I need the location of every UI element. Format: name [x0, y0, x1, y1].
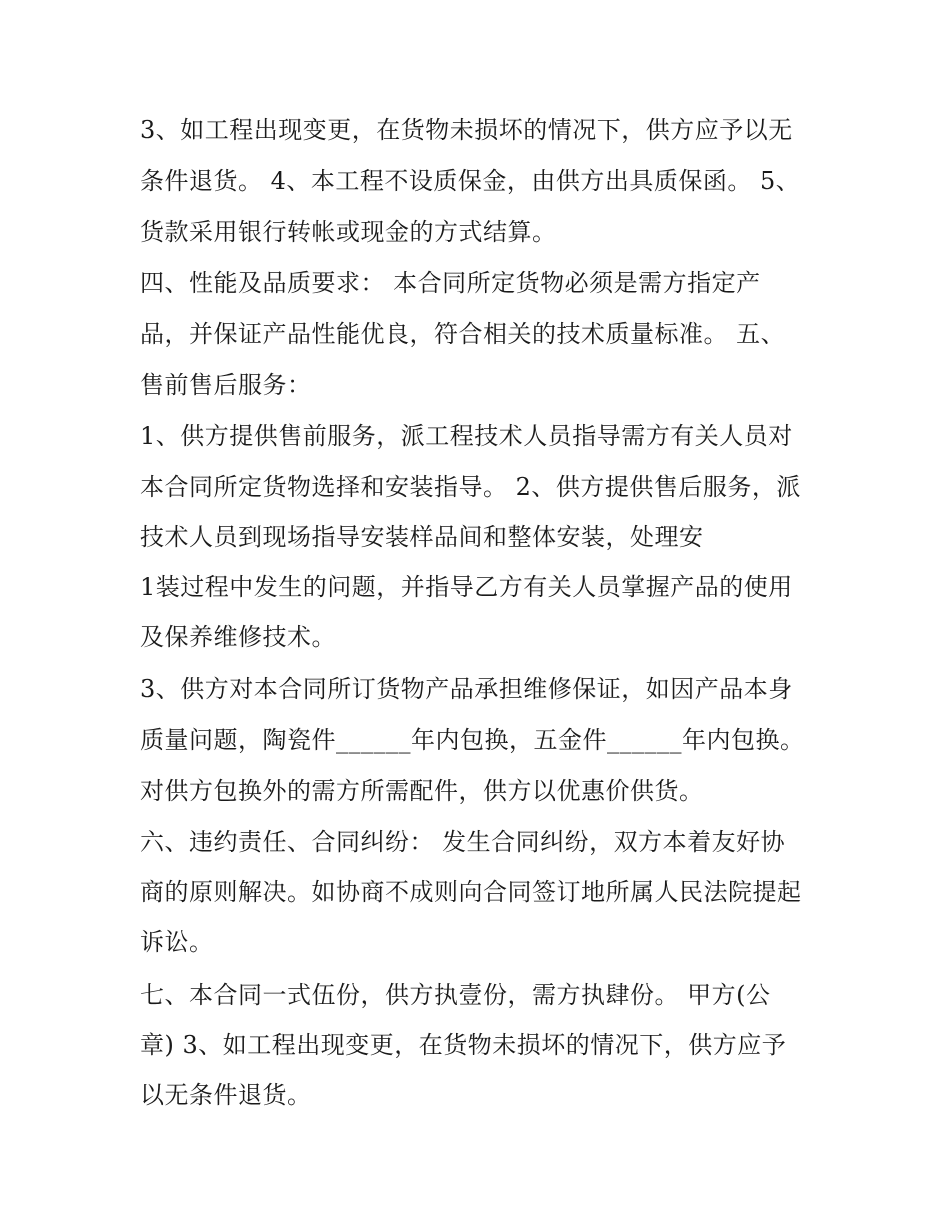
text-line-16: 商的原则解决。如协商不成则向合同签订地所属人民法院提起 [140, 878, 802, 906]
text-line-12: 3、供方对本合同所订货物产品承担维修保证，如因产品本身 [140, 675, 793, 703]
text-line-4: 四、性能及品质要求： 本合同所定货物必须是需方指定产 [140, 269, 761, 297]
text-line-3: 货款采用银行转帐或现金的方式结算。 [140, 218, 557, 246]
text-line-15: 六、违约责任、合同纠纷： 发生合同纠纷，双方本着友好协 [140, 828, 786, 856]
text-line-2: 条件退货。 4、本工程不设质保金，由供方出具质保函。 5、 [140, 167, 801, 195]
text-line-5: 品，并保证产品性能优良，符合相关的技术质量标准。 五、 [140, 320, 786, 348]
text-line-13: 质量问题，陶瓷件______年内包换，五金件______年内包换。 [140, 726, 805, 754]
text-line-1: 3、如工程出现变更，在货物未损坏的情况下，供方应予以无 [140, 116, 793, 144]
text-line-14: 对供方包换外的需方所需配件，供方以优惠价供货。 [140, 777, 704, 805]
text-line-11: 及保养维修技术。 [140, 623, 336, 651]
text-line-9: 技术人员到现场指导安装样品间和整体安装，处理安 [140, 523, 704, 551]
text-line-7: 1、供方提供售前服务，派工程技术人员指导需方有关人员对 [140, 422, 793, 450]
text-line-17: 诉讼。 [140, 928, 214, 956]
text-line-6: 售前售后服务： [140, 371, 312, 399]
text-line-10: 1装过程中发生的问题，并指导乙方有关人员掌握产品的使用 [140, 573, 793, 601]
text-line-8: 本合同所定货物选择和安装指导。 2、供方提供售后服务，派 [140, 473, 801, 501]
text-line-18: 七、本合同一式伍份，供方执壹份，需方执肆份。 甲方(公 [140, 981, 771, 1009]
text-line-20: 以无条件退货。 [140, 1081, 312, 1109]
text-line-19: 章) 3、如工程出现变更，在货物未损坏的情况下，供方应予 [140, 1031, 787, 1059]
